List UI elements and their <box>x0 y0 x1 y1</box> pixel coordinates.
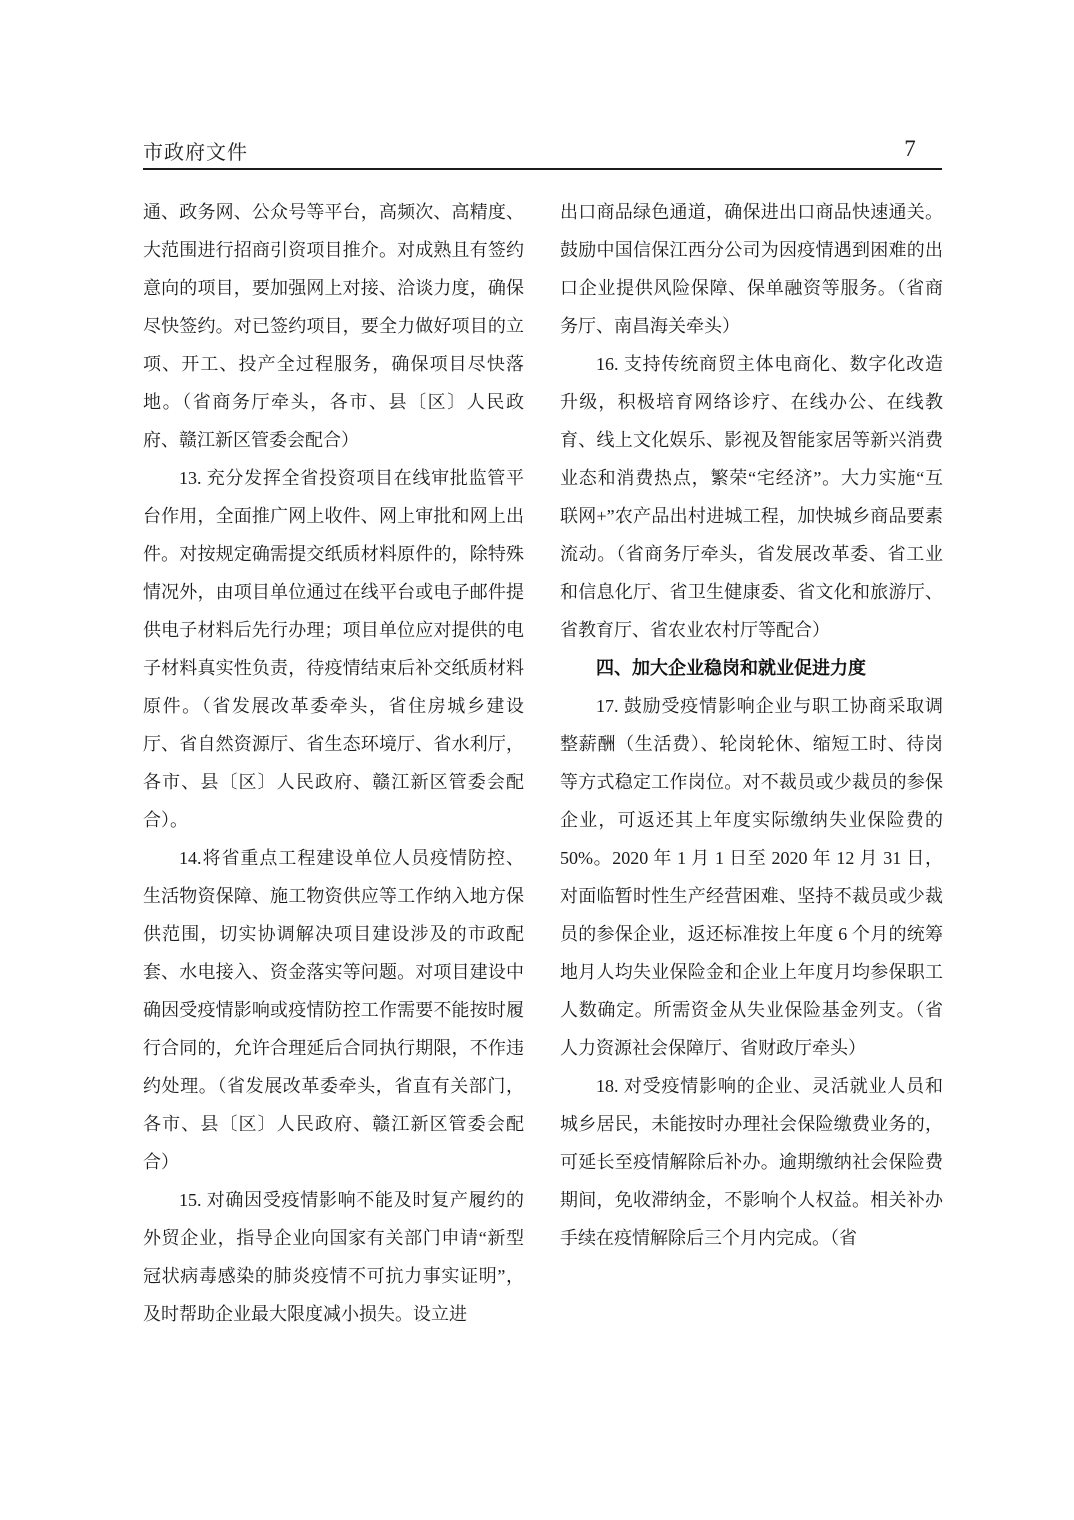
section-heading-4: 四、加大企业稳岗和就业促进力度 <box>596 658 866 678</box>
paragraph-18: 18. 对受疫情影响的企业、灵活就业人员和城乡居民，未能按时办理社会保险缴费业务的，可延长至疫情解除后补办。逾期缴纳社会保险费期间，免收滞纳金，不影响个人权益。相关补办手续在疫情解除后三个月内完成。（省 <box>560 1076 943 1248</box>
paragraph-16: 16. 支持传统商贸主体电商化、数字化改造升级，积极培育网络诊疗、在线办公、在线教育、线上文化娱乐、影视及智能家居等新兴消费业态和消费热点，繁荣“宅经济”。大力实施“互联网+”农产品出村进城工程，加快城乡商品要素流动。（省商务厅牵头，省发展改革委、省工业和信息化厅、省卫生健康委、省文化和旅游厅、省教育厅、省农业农村厅等配合） <box>560 354 943 640</box>
paragraph-12-continuation: 通、政务网、公众号等平台，高频次、高精度、大范围进行招商引资项目推介。对成熟且有签约意向的项目，要加强网上对接、洽谈力度，确保尽快签约。对已签约项目，要全力做好项目的立项、开工、投产全过程服务，确保项目尽快落地。（省商务厅牵头，各市、县〔区〕人民政府、赣江新区管委会配合） <box>143 202 524 450</box>
left-column <box>143 193 524 1338</box>
paragraph-17: 17. 鼓励受疫情影响企业与职工协商采取调整薪酬（生活费）、轮岗轮休、缩短工时、待岗等方式稳定工作岗位。对不裁员或少裁员的参保企业，可返还其上年度实际缴纳失业保险费的 50%。2020 年 1 月 1 日至 2020 年 12 月 31 日，对面临暂时性生产经营困难、坚持不裁员或少裁员的参保企业，返还标准按上年度 6 个月的统筹地月人均失业保险金和企业上年度月均参保职工人数确定。所需资金从失业保险基金列支。（省人力资源社会保障厅、省财政厅牵头） <box>560 696 943 1058</box>
header-rule <box>143 168 942 170</box>
right-column <box>560 193 943 1303</box>
paragraph-15: 15. 对确因受疫情影响不能及时复产履约的外贸企业，指导企业向国家有关部门申请“新型冠状病毒感染的肺炎疫情不可抗力事实证明”，及时帮助企业最大限度减小损失。设立进 <box>143 1190 524 1324</box>
paragraph-14: 14.将省重点工程建设单位人员疫情防控、生活物资保障、施工物资供应等工作纳入地方保供范围，切实协调解决项目建设涉及的市政配套、水电接入、资金落实等问题。对项目建设中确因受疫情影响或疫情防控工作需要不能按时履行合同的，允许合理延后合同执行期限，不作违约处理。（省发展改革委牵头，省直有关部门，各市、县〔区〕人民政府、赣江新区管委会配合） <box>143 848 524 1172</box>
header-doc-category: 市政府文件 <box>143 142 248 164</box>
paragraph-13: 13. 充分发挥全省投资项目在线审批监管平台作用，全面推广网上收件、网上审批和网上出件。对按规定确需提交纸质材料原件的，除特殊情况外，由项目单位通过在线平台或电子邮件提供电子材料后先行办理；项目单位应对提供的电子材料真实性负责，待疫情结束后补交纸质材料原件。（省发展改革委牵头，省住房城乡建设厅、省自然资源厅、省生态环境厅、省水利厅，各市、县〔区〕人民政府、赣江新区管委会配合）。 <box>143 468 524 830</box>
paragraph-15-continuation: 出口商品绿色通道，确保进出口商品快速通关。鼓励中国信保江西分公司为因疫情遇到困难的出口企业提供风险保障、保单融资等服务。（省商务厅、南昌海关牵头） <box>560 202 943 336</box>
header-page-number: 7 <box>904 136 916 161</box>
